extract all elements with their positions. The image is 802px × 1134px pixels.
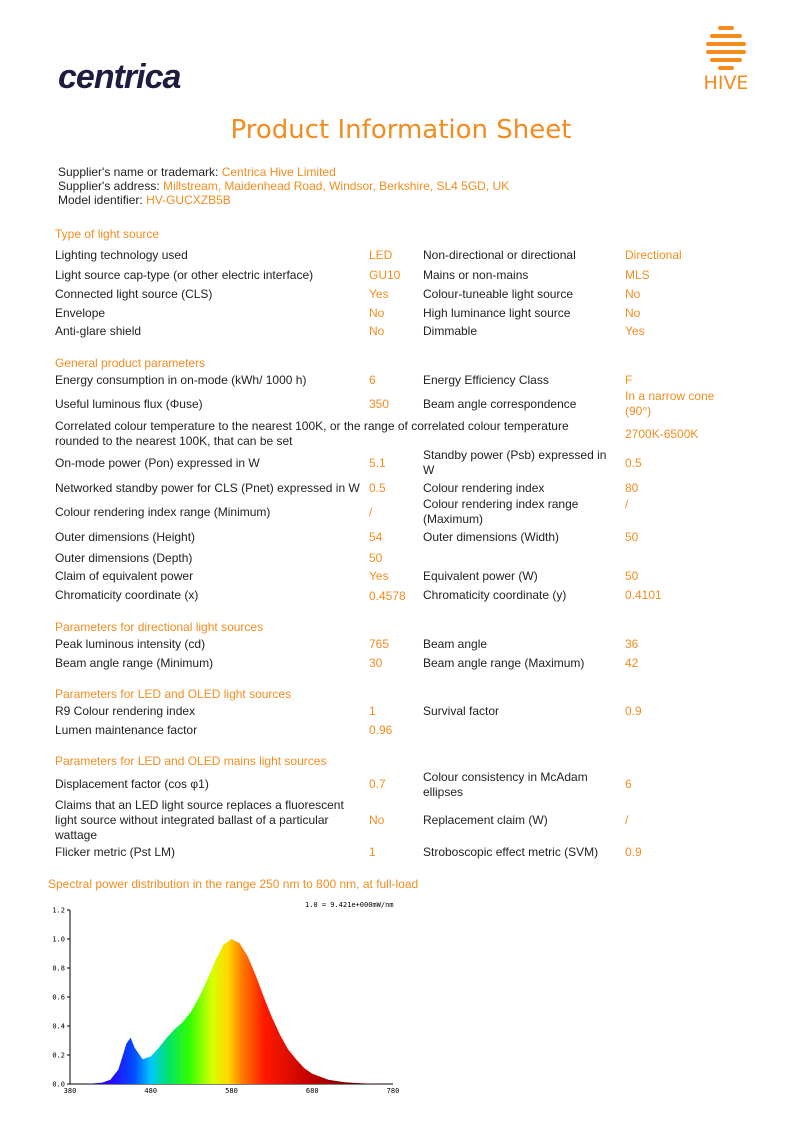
row-label: Colour-tuneable light source bbox=[423, 287, 574, 301]
row-label: Chromaticity coordinate (x) bbox=[55, 588, 199, 602]
row-label: Non-directional or directional bbox=[423, 248, 576, 262]
row-label: Peak luminous intensity (cd) bbox=[55, 637, 206, 651]
section-led-mains-parameters: Parameters for LED and OLED mains light sources bbox=[55, 754, 327, 768]
row-label: Anti-glare shield bbox=[55, 324, 142, 338]
row-value: 0.7 bbox=[369, 777, 386, 791]
row-label: Equivalent power (W) bbox=[423, 569, 538, 583]
x-tick-label: 780 bbox=[386, 1087, 400, 1095]
row-label: Light source cap-type (or other electric interface) bbox=[55, 268, 314, 282]
row-value: 2700K-6500K bbox=[625, 427, 699, 441]
row-value: 5.1 bbox=[369, 456, 386, 470]
row-label: High luminance light source bbox=[423, 306, 571, 320]
spectrum-title: Spectral power distribution in the range 250 nm to 800 nm, at full-load bbox=[48, 877, 419, 891]
row-label: Replacement claim (W) bbox=[423, 813, 548, 827]
row-label: Networked standby power for CLS (Pnet) expressed in W bbox=[55, 481, 360, 495]
row-label: Claims that an LED light source replaces a fluorescent light source without integrated ballast of a particular wattage bbox=[55, 798, 344, 842]
x-ticks bbox=[64, 1087, 400, 1095]
x-tick-label: 680 bbox=[305, 1087, 319, 1095]
y-tick-label: 1.0 bbox=[52, 935, 65, 944]
row-label: Beam angle range (Maximum) bbox=[423, 656, 585, 670]
supplier-name-line: Supplier's name or trademark: Centrica Hive Limited bbox=[58, 165, 336, 179]
y-tick-label: 0.8 bbox=[52, 964, 65, 973]
row-value: 1 bbox=[369, 704, 376, 718]
y-tick-label: 1.2 bbox=[52, 906, 65, 915]
row-value: / bbox=[625, 497, 629, 511]
row-label: Colour rendering index range (Minimum) bbox=[55, 505, 271, 519]
row-value: 36 bbox=[625, 637, 639, 651]
row-value: / bbox=[369, 505, 373, 519]
row-value: 6 bbox=[369, 373, 376, 387]
row-label: Colour consistency in McAdam ellipses bbox=[423, 770, 588, 799]
row-label: Energy Efficiency Class bbox=[423, 373, 549, 387]
y-tick-label: 0.6 bbox=[52, 993, 65, 1002]
row-value: F bbox=[625, 373, 633, 387]
row-value: 350 bbox=[369, 397, 390, 411]
section-directional-parameters: Parameters for directional light sources bbox=[55, 620, 264, 634]
row-value: In a narrow cone (90°) bbox=[625, 389, 715, 418]
row-label: Survival factor bbox=[423, 704, 500, 718]
x-tick-label: 580 bbox=[225, 1087, 238, 1095]
y-ticks bbox=[52, 907, 70, 1089]
row-value: 0.9 bbox=[625, 704, 642, 718]
row-value: 1 bbox=[369, 845, 376, 859]
y-tick-label: 0.4 bbox=[52, 1022, 65, 1031]
row-value: MLS bbox=[625, 268, 650, 282]
row-value: 0.5 bbox=[625, 456, 642, 470]
row-label: Lighting technology used bbox=[55, 248, 188, 262]
model-identifier-value: HV-GUCXZB5B bbox=[146, 193, 231, 207]
row-label: Connected light source (CLS) bbox=[55, 287, 213, 301]
row-value: Directional bbox=[625, 248, 682, 262]
row-value: GU10 bbox=[369, 268, 401, 282]
x-tick-label: 480 bbox=[144, 1087, 158, 1095]
x-tick-label: 380 bbox=[63, 1087, 77, 1095]
hive-wordmark: HIVE bbox=[703, 72, 749, 94]
row-label: Outer dimensions (Height) bbox=[55, 530, 196, 544]
hive-honeycomb-icon bbox=[704, 24, 748, 70]
row-value: 0.5 bbox=[369, 481, 386, 495]
row-value: No bbox=[625, 306, 641, 320]
section-type-of-light-source: Type of light source bbox=[55, 227, 160, 241]
row-label: Standby power (Psb) expressed in W bbox=[423, 448, 607, 477]
spectral-power-chart bbox=[30, 898, 410, 1098]
row-value: Yes bbox=[369, 569, 389, 583]
row-label: Displacement factor (cos φ1) bbox=[55, 777, 209, 791]
page-title: Product Information Sheet bbox=[230, 115, 572, 145]
row-value: 0.96 bbox=[369, 723, 393, 737]
row-value: No bbox=[625, 287, 641, 301]
row-value: No bbox=[369, 324, 385, 338]
row-label: Claim of equivalent power bbox=[55, 569, 194, 583]
section-general-parameters: General product parameters bbox=[55, 356, 206, 370]
row-label: Beam angle range (Minimum) bbox=[55, 656, 214, 670]
row-label: Beam angle correspondence bbox=[423, 397, 577, 411]
row-label: Colour rendering index range (Maximum) bbox=[423, 497, 579, 526]
row-value: No bbox=[369, 813, 385, 827]
row-label: Lumen maintenance factor bbox=[55, 723, 198, 737]
row-label: Energy consumption in on-mode (kWh/ 1000 h) bbox=[55, 373, 307, 387]
supplier-name-value: Centrica Hive Limited bbox=[221, 165, 336, 179]
chart-title: 1.0 = 9.421e+000mW/nm bbox=[305, 901, 394, 909]
supplier-info bbox=[58, 165, 509, 207]
row-label: Correlated colour temperature to the nearest 100K, or the range of correlated colour temperature rounded to the nearest 100K, that can be set bbox=[55, 419, 569, 448]
row-value: 0.9 bbox=[625, 845, 642, 859]
row-label: Chromaticity coordinate (y) bbox=[423, 588, 567, 602]
row-label: Dimmable bbox=[423, 324, 478, 338]
y-tick-label: 0.2 bbox=[52, 1051, 65, 1060]
row-label: Flicker metric (Pst LM) bbox=[55, 845, 175, 859]
row-label: Beam angle bbox=[423, 637, 488, 651]
row-value: 30 bbox=[369, 656, 383, 670]
centrica-logo: centrica bbox=[58, 58, 181, 96]
row-label: Outer dimensions (Depth) bbox=[55, 551, 193, 565]
row-value: 42 bbox=[625, 656, 639, 670]
row-value: 80 bbox=[625, 481, 639, 495]
row-label: R9 Colour rendering index bbox=[55, 704, 196, 718]
row-value: 54 bbox=[369, 530, 383, 544]
y-tick-label: 0.0 bbox=[52, 1080, 65, 1089]
row-value: 0.4101 bbox=[625, 588, 662, 602]
section-led-parameters: Parameters for LED and OLED light sources bbox=[55, 687, 292, 701]
row-value: 50 bbox=[369, 551, 383, 565]
row-value: 6 bbox=[625, 777, 632, 791]
row-label: Outer dimensions (Width) bbox=[423, 530, 560, 544]
row-value: LED bbox=[369, 248, 393, 262]
row-value: Yes bbox=[625, 324, 645, 338]
row-value: 0.4578 bbox=[369, 589, 406, 603]
row-label: Mains or non-mains bbox=[423, 268, 529, 282]
hive-logo bbox=[700, 24, 752, 94]
row-value: 50 bbox=[625, 530, 639, 544]
row-label: Stroboscopic effect metric (SVM) bbox=[423, 845, 599, 859]
row-label: Colour rendering index bbox=[423, 481, 545, 495]
row-value: / bbox=[625, 813, 629, 827]
row-label: Useful luminous flux (Φuse) bbox=[55, 397, 203, 411]
row-label: On-mode power (Pon) expressed in W bbox=[55, 456, 260, 470]
supplier-address-value: Millstream, Maidenhead Road, Windsor, Berkshire, SL4 5GD, UK bbox=[163, 179, 510, 193]
row-value: Yes bbox=[369, 287, 389, 301]
spectrum-area bbox=[70, 939, 393, 1084]
row-value: 765 bbox=[369, 637, 390, 651]
row-value: No bbox=[369, 306, 385, 320]
row-label: Envelope bbox=[55, 306, 106, 320]
model-identifier-line: Model identifier: HV-GUCXZB5B bbox=[58, 193, 231, 207]
supplier-address-line: Supplier's address: Millstream, Maidenhead Road, Windsor, Berkshire, SL4 5GD, UK bbox=[58, 179, 510, 193]
row-value: 50 bbox=[625, 569, 639, 583]
